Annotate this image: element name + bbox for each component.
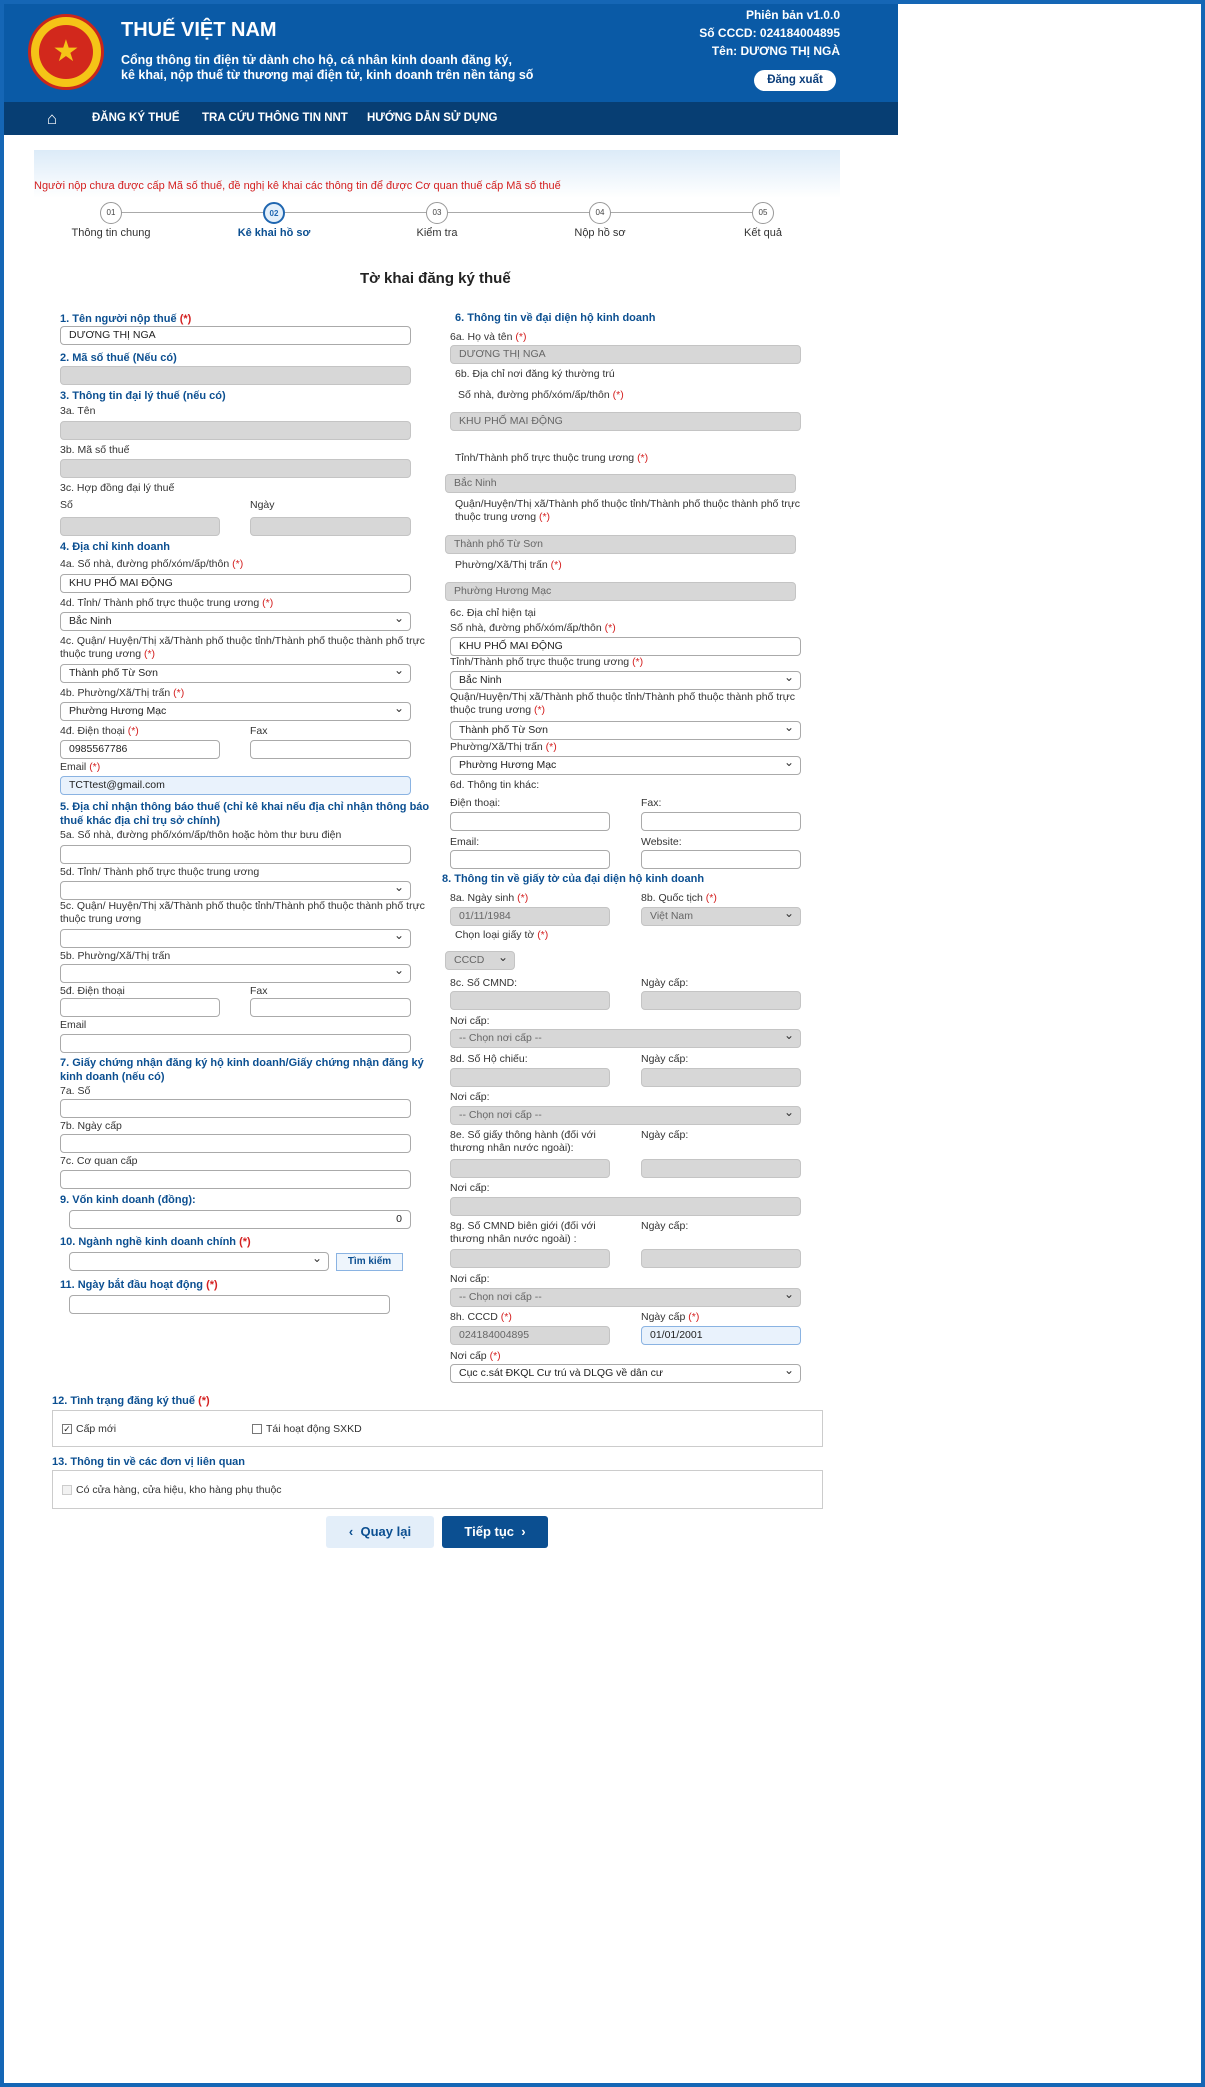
agent-name-input[interactable] (60, 421, 411, 440)
warning-message: Người nộp chưa được cấp Mã số thuế, đề nghị kê khai các thông tin để được Cơ quan thuế cấp Mã số thuế (34, 180, 561, 192)
section-7-heading: 7. Giấy chứng nhận đăng ký hộ kinh doanh/Giấy chứng nhận đăng ký kinh doanh (nếu có) (60, 1057, 424, 1083)
section-9-heading: 9. Vốn kinh doanh (đồng): (60, 1194, 196, 1206)
registration-status-box (52, 1410, 823, 1447)
new-registration-checkbox[interactable]: ✓ (63, 1424, 71, 1434)
rep-fax-label: Fax: (641, 797, 662, 809)
birth-date-input[interactable]: 01/11/1984 (450, 907, 610, 926)
step-2-circle: 02 (263, 202, 285, 224)
home-icon[interactable]: ⌂ (46, 109, 58, 128)
notice-phone-label: 5đ. Điện thoại (60, 985, 125, 997)
passport-place-label: Nơi cấp: (450, 1091, 490, 1103)
travel-permit-date-label: Ngày cấp: (641, 1129, 689, 1141)
rep-fax-input[interactable] (641, 812, 801, 831)
rep-permanent-address-label: 6b. Địa chỉ nơi đăng ký thường trú (455, 368, 615, 380)
cmnd-date-input[interactable] (641, 991, 801, 1010)
dependent-store-label: Có cửa hàng, cửa hiệu, kho hàng phụ thuộc (76, 1484, 282, 1496)
contract-number-input[interactable] (60, 517, 220, 536)
passport-number-label: 8d. Số Hộ chiếu: (450, 1053, 528, 1065)
section-1-heading: 1. Tên người nộp thuế (*) (60, 313, 192, 325)
license-authority-input[interactable] (60, 1170, 411, 1189)
rep-email-label: Email: (450, 836, 480, 848)
reactivate-checkbox[interactable] (252, 1424, 262, 1434)
cccd-label: Số CCCD: 024184004895 (699, 26, 840, 40)
contract-number-label: Số (60, 499, 73, 511)
dependent-store-checkbox[interactable] (62, 1485, 72, 1495)
rep-website-label: Website: (641, 836, 682, 848)
rep-perm-ward-input[interactable]: Phường Hương Mạc (445, 582, 796, 601)
travel-permit-label: 8e. Số giấy thông hành (đối với thương nhân nước ngoài): (450, 1129, 596, 1154)
business-street-input[interactable]: KHU PHỐ MAI ĐỘNG (60, 574, 411, 593)
business-fax-label: Fax (250, 725, 268, 737)
step-3-circle: 03 (426, 202, 448, 224)
search-button[interactable]: Tìm kiếm (336, 1253, 403, 1271)
section-4-heading: 4. Địa chỉ kinh doanh (60, 541, 171, 553)
step-3-label: Kiểm tra (416, 227, 458, 239)
license-authority-label: 7c. Cơ quan cấp (60, 1155, 138, 1167)
contract-date-label: Ngày (250, 499, 275, 511)
rep-email-input[interactable] (450, 850, 610, 869)
nav-tra-cuu[interactable]: TRA CỨU THÔNG TIN NNT (202, 112, 348, 124)
contract-date-input[interactable] (250, 517, 411, 536)
site-title: THUẾ VIỆT NAM (121, 19, 277, 41)
rep-cur-district-select[interactable]: Thành phố Từ Sơn ⌄ (450, 721, 801, 740)
rep-cur-province-label: Tỉnh/Thành phố trực thuộc trung ương (*) (450, 656, 644, 668)
business-street-label: 4a. Số nhà, đường phố/xóm/ấp/thôn (*) (60, 558, 244, 570)
rep-cur-district-label: Quận/Huyện/Thị xã/Thành phố thuộc tỉnh/Thành phố thuộc thành phố trực thuộc trung ương (*) (450, 691, 796, 716)
business-line-select[interactable] (69, 1252, 329, 1271)
cmnd-place-label: Nơi cấp: (450, 1015, 490, 1027)
taxpayer-name-input[interactable]: DƯƠNG THỊ NGA (60, 326, 411, 345)
cmnd-place-select[interactable]: -- Chọn nơi cấp -- ⌄ (450, 1029, 801, 1048)
reactivate-label: Tái hoạt động SXKD (266, 1423, 362, 1435)
cccd-number-label: 8h. CCCD (*) (450, 1311, 512, 1323)
id-type-select[interactable]: CCCD ⌄ (445, 951, 515, 970)
next-button[interactable]: Tiếp tục › (442, 1516, 548, 1548)
section-2-heading: 2. Mã số thuế (Nếu có) (60, 352, 177, 364)
rep-perm-district-label: Quận/Huyện/Thị xã/Thành phố thuộc tỉnh/Thành phố thuộc thành phố trực thuộc trung ương (*) (455, 498, 801, 523)
rep-name-label: 6a. Họ và tên (*) (450, 331, 527, 343)
section-6-heading: 6. Thông tin về đại diện hộ kinh doanh (455, 312, 656, 324)
passport-date-label: Ngày cấp: (641, 1053, 689, 1065)
business-phone-input[interactable]: 0985567786 (60, 740, 220, 759)
nationality-select[interactable]: Việt Nam ⌄ (641, 907, 801, 926)
section-10-heading: 10. Ngành nghề kinh doanh chính (*) (60, 1236, 251, 1248)
rep-website-input[interactable] (641, 850, 801, 869)
tax-code-input[interactable] (60, 366, 411, 385)
rep-phone-input[interactable] (450, 812, 610, 831)
notice-province-select[interactable] (60, 881, 411, 900)
business-email-label: Email (*) (60, 761, 101, 773)
birth-date-label: 8a. Ngày sinh (*) (450, 892, 529, 904)
site-subtitle-1: Cổng thông tin điện tử dành cho hộ, cá nhân kinh doanh đăng ký, (121, 53, 512, 67)
step-2-label: Kê khai hồ sơ (237, 227, 311, 239)
notice-ward-label: 5b. Phường/Xã/Thị trấn (60, 950, 171, 962)
agent-name-label: 3a. Tên (60, 405, 96, 417)
business-province-select[interactable]: Bắc Ninh ⌄ (60, 612, 411, 631)
nav-huong-dan[interactable]: HƯỚNG DẪN SỬ DỤNG (367, 112, 498, 124)
nationality-label: 8b. Quốc tịch (*) (641, 892, 717, 904)
cccd-place-label: Nơi cấp (*) (450, 1350, 501, 1362)
travel-permit-place-input[interactable] (450, 1197, 801, 1216)
rep-phone-label: Điện thoại: (450, 797, 501, 809)
rep-cur-ward-select[interactable]: Phường Hương Mạc ⌄ (450, 756, 801, 775)
rep-current-address-label: 6c. Địa chỉ hiện tại (450, 607, 536, 619)
license-number-input[interactable] (60, 1099, 411, 1118)
border-id-date-label: Ngày cấp: (641, 1220, 689, 1232)
form-title: Tờ khai đăng ký thuế (360, 270, 511, 287)
section-5-heading: 5. Địa chỉ nhận thông báo thuế (chỉ kê khai nếu địa chỉ nhận thông báo thuế khác địa chỉ trụ sở chính) (60, 801, 430, 827)
step-5-circle: 05 (752, 202, 774, 224)
travel-permit-date-input[interactable] (641, 1159, 801, 1178)
cccd-number-input[interactable]: 024184004895 (450, 1326, 610, 1345)
id-type-label: Chọn loại giấy tờ (*) (455, 929, 549, 941)
user-name-label: Tên: DƯƠNG THỊ NGÀ (711, 44, 840, 58)
section-12-heading: 12. Tình trạng đăng ký thuế (*) (52, 1395, 210, 1407)
star-emblem-icon: ★ (28, 14, 104, 90)
agent-tax-code-label: 3b. Mã số thuế (60, 444, 130, 456)
rep-other-info-label: 6d. Thông tin khác: (450, 779, 540, 791)
notice-fax-input[interactable] (250, 998, 411, 1017)
rep-name-input[interactable]: DƯƠNG THỊ NGA (450, 345, 801, 364)
site-subtitle-2: kê khai, nộp thuế từ thương mại điện tử, kinh doanh trên nền tảng số (121, 68, 534, 82)
logout-button[interactable]: Đăng xuất (754, 70, 836, 91)
notice-street-label: 5a. Số nhà, đường phố/xóm/ấp/thôn hoặc hòm thư bưu điện (60, 829, 342, 841)
business-ward-select[interactable]: Phường Hương Mạc ⌄ (60, 702, 411, 721)
business-phone-label: 4đ. Điện thoại (*) (60, 725, 139, 737)
step-1-label: Thông tin chung (71, 227, 151, 239)
border-id-label: 8g. Số CMND biên giới (đối với thương nhân nước ngoài) : (450, 1220, 596, 1245)
top-nav (4, 102, 898, 135)
section-8-heading: 8. Thông tin về giấy tờ của đại diện hộ kinh doanh (442, 873, 705, 885)
notice-phone-input[interactable] (60, 998, 220, 1017)
step-4-label: Nộp hồ sơ (574, 227, 626, 239)
chevron-right-icon: › (521, 1524, 526, 1539)
travel-permit-place-label: Nơi cấp: (450, 1182, 490, 1194)
nav-dang-ky-thue[interactable]: ĐĂNG KÝ THUẾ (92, 112, 180, 124)
rep-cur-street-label: Số nhà, đường phố/xóm/ấp/thôn (*) (450, 622, 616, 634)
business-ward-label: 4b. Phường/Xã/Thị trấn (*) (60, 687, 185, 699)
capital-input[interactable]: 0 (69, 1210, 411, 1229)
notice-email-label: Email (60, 1019, 87, 1031)
passport-date-input[interactable] (641, 1068, 801, 1087)
section-11-heading: 11. Ngày bắt đầu hoạt động (*) (60, 1279, 218, 1291)
cccd-place-select[interactable]: Cục c.sát ĐKQL Cư trú và DLQG về dân cư ⌄ (450, 1364, 801, 1383)
rep-perm-province-input[interactable]: Bắc Ninh (445, 474, 796, 493)
rep-perm-street-input[interactable]: KHU PHỐ MAI ĐỘNG (450, 412, 801, 431)
cccd-date-input[interactable]: 01/01/2001 (641, 1326, 801, 1345)
business-province-label: 4d. Tỉnh/ Thành phố trực thuộc trung ương (*) (60, 597, 274, 609)
notice-ward-select[interactable] (60, 964, 411, 983)
rep-perm-ward-label: Phường/Xã/Thị trấn (*) (455, 559, 562, 571)
passport-place-select[interactable]: -- Chọn nơi cấp -- ⌄ (450, 1106, 801, 1125)
notice-district-select[interactable] (60, 929, 411, 948)
business-district-label: 4c. Quận/ Huyện/Thị xã/Thành phố thuộc tỉnh/Thành phố thuộc thành phố trực thuộc trung ương (*) (60, 635, 425, 660)
agent-contract-label: 3c. Hợp đồng đại lý thuế (60, 482, 175, 494)
cmnd-number-input[interactable] (450, 991, 610, 1010)
rep-perm-district-input[interactable]: Thành phố Từ Sơn (445, 535, 796, 554)
chevron-left-icon: ‹ (348, 1524, 354, 1539)
border-id-number-input[interactable] (450, 1249, 610, 1268)
license-date-label: 7b. Ngày cấp (60, 1120, 122, 1132)
step-4-circle: 04 (589, 202, 611, 224)
start-date-input[interactable] (69, 1295, 390, 1314)
cccd-date-label: Ngày cấp (*) (641, 1311, 700, 1323)
notice-province-label: 5d. Tỉnh/ Thành phố trực thuộc trung ương (60, 866, 260, 878)
version-label: Phiên bản v1.0.0 (745, 8, 840, 22)
rep-cur-street-input[interactable]: KHU PHỐ MAI ĐỘNG (450, 637, 801, 656)
rep-cur-province-select[interactable]: Bắc Ninh ⌄ (450, 671, 801, 690)
notice-street-input[interactable] (60, 845, 411, 864)
business-fax-input[interactable] (250, 740, 411, 759)
notice-district-label: 5c. Quận/ Huyện/Thị xã/Thành phố thuộc tỉnh/Thành phố thuộc thành phố trực thuộc trung ương (60, 900, 425, 925)
cmnd-date-label: Ngày cấp: (641, 977, 689, 989)
license-date-input[interactable] (60, 1134, 411, 1153)
passport-number-input[interactable] (450, 1068, 610, 1087)
agent-tax-code-input[interactable] (60, 459, 411, 478)
section-13-heading: 13. Thông tin về các đơn vị liên quan (52, 1456, 246, 1468)
back-button[interactable]: ‹ Quay lại (326, 1516, 434, 1548)
business-email-input[interactable]: TCTtest@gmail.com (60, 776, 411, 795)
notice-email-input[interactable] (60, 1034, 411, 1053)
travel-permit-number-input[interactable] (450, 1159, 610, 1178)
border-id-date-input[interactable] (641, 1249, 801, 1268)
border-id-place-label: Nơi cấp: (450, 1273, 490, 1285)
license-number-label: 7a. Số (60, 1085, 91, 1097)
cmnd-number-label: 8c. Số CMND: (450, 977, 518, 989)
business-district-select[interactable]: Thành phố Từ Sơn ⌄ (60, 664, 411, 683)
new-registration-label: Cấp mới (76, 1423, 117, 1435)
border-id-place-select[interactable]: -- Chọn nơi cấp -- ⌄ (450, 1288, 801, 1307)
section-3-heading: 3. Thông tin đại lý thuế (nếu có) (60, 390, 226, 402)
notice-fax-label: Fax (250, 985, 268, 997)
rep-cur-ward-label: Phường/Xã/Thị trấn (*) (450, 741, 557, 753)
step-1-circle: 01 (100, 202, 122, 224)
rep-perm-street-label: Số nhà, đường phố/xóm/ấp/thôn (*) (458, 389, 624, 401)
rep-perm-province-label: Tỉnh/Thành phố trực thuộc trung ương (*) (455, 452, 649, 464)
step-5-label: Kết quả (744, 227, 782, 239)
